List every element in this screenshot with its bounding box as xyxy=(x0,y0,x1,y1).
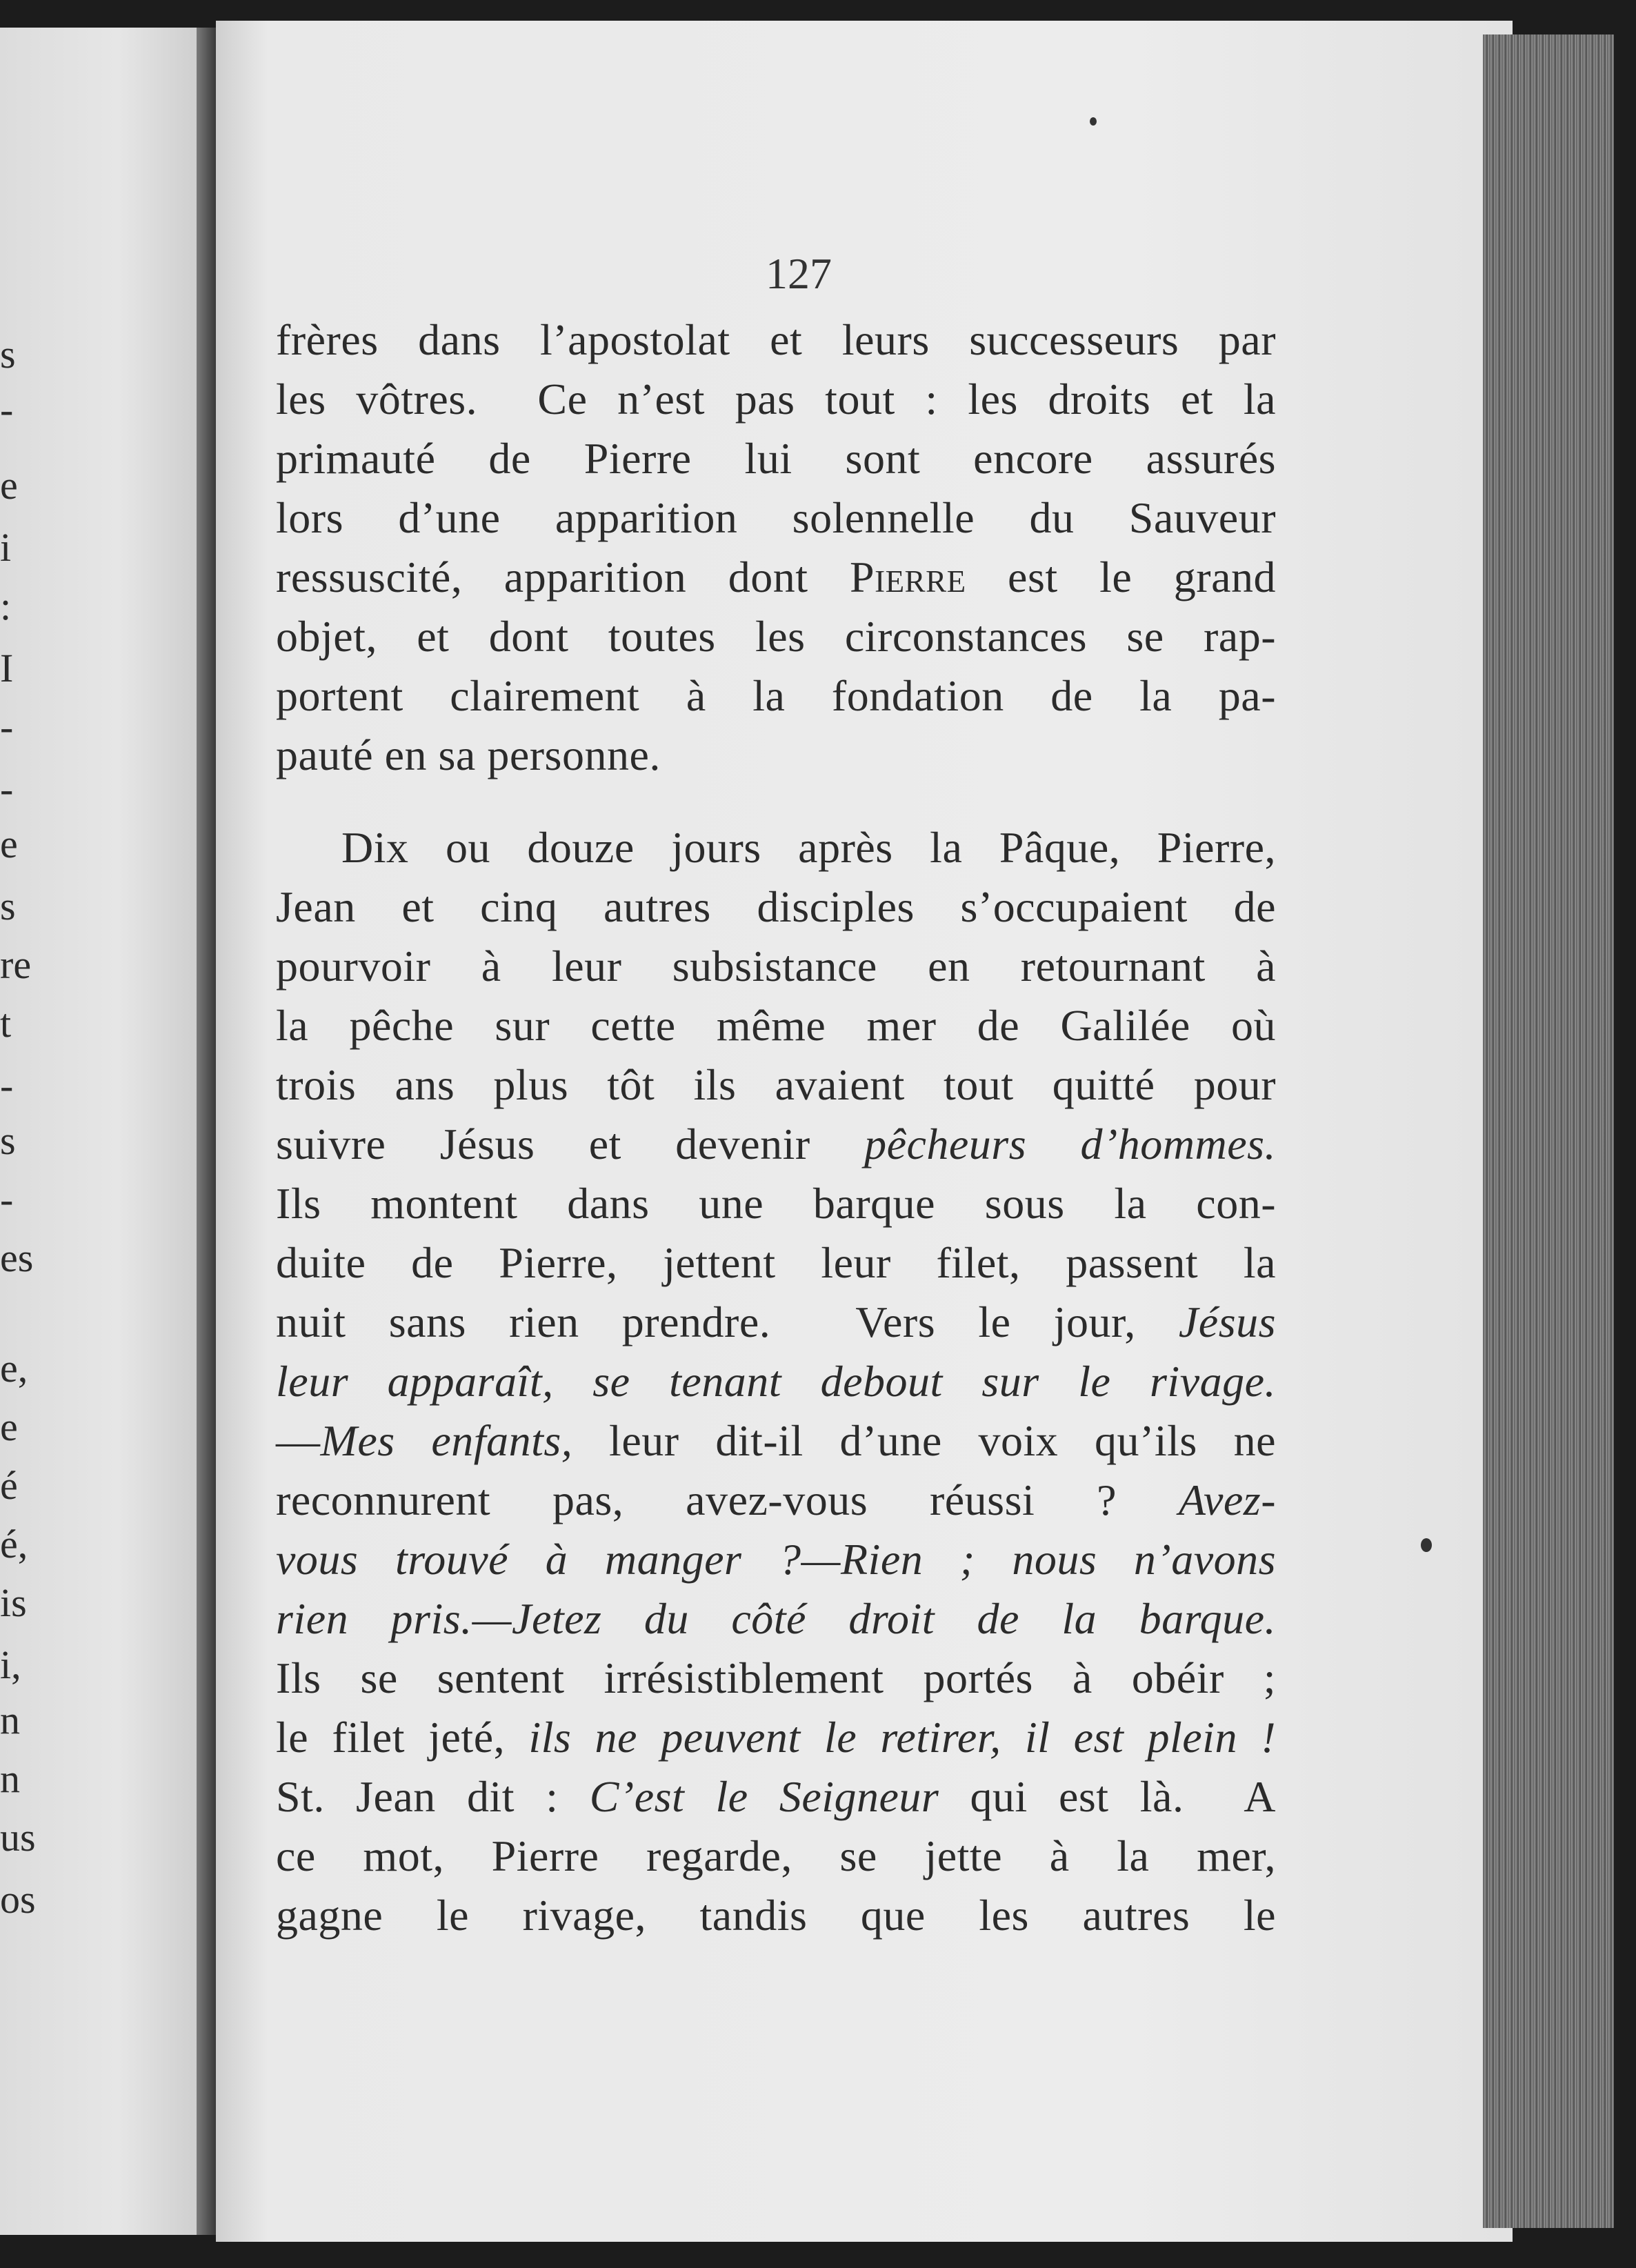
italic-text: rien pris.—Jetez du côté droit de la barque. xyxy=(276,1594,1276,1643)
text-run: — xyxy=(276,1416,321,1465)
italic-text: Jésus xyxy=(1178,1297,1276,1346)
left-page-fragment: - xyxy=(0,1177,14,1222)
italic-text: Mes enfants, xyxy=(320,1416,573,1465)
italic-text: pêcheurs d’hommes. xyxy=(864,1120,1277,1168)
text-run: suivre Jésus et devenir xyxy=(276,1120,865,1168)
italic-text: Avez- xyxy=(1178,1475,1276,1524)
left-page-fragment: es xyxy=(0,1235,34,1280)
text-run: trois ans plus tôt ils avaient tout quitté pour xyxy=(276,1060,1276,1109)
text-run: nuit sans rien prendre. Vers le jour, xyxy=(276,1297,1179,1346)
left-page-fragment: e xyxy=(0,463,18,508)
left-page-fragment: - xyxy=(0,766,14,811)
text-run: lors d’une apparition solennelle du Sauveur xyxy=(276,493,1276,542)
text-run: Dix ou douze jours après la Pâque, Pierre, xyxy=(341,823,1276,872)
text-run: portent clairement à la fondation de la pa- xyxy=(276,671,1276,720)
left-page-fragment: s xyxy=(0,1118,16,1163)
italic-text: ils ne peuvent le retirer, il est plein ! xyxy=(528,1713,1277,1762)
text-run: reconnurent pas, avez-vous réussi ? xyxy=(276,1475,1179,1524)
left-page-fragment: n xyxy=(0,1756,20,1801)
left-page-fragment: e xyxy=(0,822,18,866)
text-run: le filet jeté, xyxy=(276,1713,529,1762)
text-run: est le grand xyxy=(966,553,1276,601)
text-run: pourvoir à leur subsistance en retournant à xyxy=(276,942,1276,991)
text-line xyxy=(276,1233,1276,1293)
text-run: qui est là. A xyxy=(939,1772,1277,1821)
left-page-fragment: os xyxy=(0,1877,36,1922)
text-line xyxy=(276,818,1276,877)
left-page-fragment: - xyxy=(0,704,14,749)
text-run: primauté de Pierre lui sont encore assurés xyxy=(276,434,1276,483)
text-line xyxy=(276,548,1276,607)
italic-text: vous trouvé à manger ?—Rien ; nous n’avons xyxy=(276,1535,1276,1584)
text-line xyxy=(276,488,1276,548)
text-line xyxy=(276,666,1276,726)
text-run: St. Jean dit : xyxy=(276,1772,590,1821)
text-line xyxy=(276,1530,1276,1589)
text-run: ce mot, Pierre regarde, se jette à la mer, xyxy=(276,1831,1276,1880)
book-gutter xyxy=(197,28,216,2235)
text-line xyxy=(276,1827,1276,1886)
text-run: frères dans l’apostolat et leurs successeurs par xyxy=(276,315,1276,364)
text-line xyxy=(276,310,1276,370)
text-run: Jean et cinq autres disciples s’occupaient de xyxy=(276,882,1276,931)
left-page-fragment: is xyxy=(0,1580,27,1625)
text-line xyxy=(276,607,1276,666)
left-page-fragment: e xyxy=(0,1404,18,1449)
text-line xyxy=(276,1886,1276,1945)
left-page-fragment: n xyxy=(0,1698,20,1742)
text-run: objet, et dont toutes les circonstances se rap- xyxy=(276,612,1276,661)
text-line xyxy=(276,1767,1276,1827)
left-page-fragment: re xyxy=(0,942,32,987)
text-line xyxy=(276,877,1276,937)
text-line xyxy=(276,1115,1276,1174)
italic-text: leur apparaît, se tenant debout sur le rivage. xyxy=(276,1357,1276,1406)
left-page-fragment: us xyxy=(0,1815,36,1860)
left-page-fragment: : xyxy=(0,584,12,628)
page-edges xyxy=(1483,34,1614,2228)
text-run: gagne le rivage, tandis que les autres le xyxy=(276,1891,1276,1940)
text-line xyxy=(276,1352,1276,1411)
text-run: la pêche sur cette même mer de Galilée où xyxy=(276,1001,1276,1050)
page-number: 127 xyxy=(766,249,832,298)
ink-speck xyxy=(1090,117,1097,126)
paragraph-gap xyxy=(276,785,1276,818)
text-run: leur dit-il d’une voix qu’ils ne xyxy=(572,1416,1277,1465)
left-page-fragment: i xyxy=(0,525,12,570)
text-line xyxy=(276,1055,1276,1115)
text-line xyxy=(276,1471,1276,1530)
body-text xyxy=(276,310,1276,1945)
left-page xyxy=(0,28,197,2235)
left-page-fragment: é xyxy=(0,1463,18,1508)
left-page-margin-fragments xyxy=(0,28,197,2235)
text-run: ressuscité, apparition dont xyxy=(276,553,850,601)
small-caps-text: Pierre xyxy=(849,553,966,601)
left-page-fragment: e, xyxy=(0,1346,28,1391)
text-line xyxy=(276,1649,1276,1708)
left-page-fragment: é, xyxy=(0,1522,28,1566)
left-page-fragment: I xyxy=(0,646,14,690)
text-line xyxy=(276,1589,1276,1649)
text-line xyxy=(276,1708,1276,1767)
left-page-fragment: i, xyxy=(0,1642,21,1687)
text-run: duite de Pierre, jettent leur filet, passent la xyxy=(276,1238,1276,1287)
left-page-fragment: t xyxy=(0,1001,12,1046)
text-line xyxy=(276,1411,1276,1471)
left-page-fragment: - xyxy=(0,387,14,432)
text-run: Ils montent dans une barque sous la con- xyxy=(276,1179,1276,1228)
text-line xyxy=(276,1174,1276,1233)
text-line xyxy=(276,937,1276,996)
text-line xyxy=(276,429,1276,488)
text-line xyxy=(276,1293,1276,1352)
text-line xyxy=(276,726,1276,785)
left-page-fragment: s xyxy=(0,332,16,377)
text-line xyxy=(276,370,1276,429)
text-run: les vôtres. Ce n’est pas tout : les droits et la xyxy=(276,375,1276,424)
text-run: pauté en sa personne. xyxy=(276,730,661,779)
text-line xyxy=(276,996,1276,1055)
text-run: Ils se sentent irrésistiblement portés à obéir ; xyxy=(276,1653,1276,1702)
ink-speck xyxy=(1421,1538,1432,1552)
italic-text: C’est le Seigneur xyxy=(589,1772,939,1821)
left-page-fragment: - xyxy=(0,1063,14,1108)
left-page-fragment: s xyxy=(0,884,16,928)
